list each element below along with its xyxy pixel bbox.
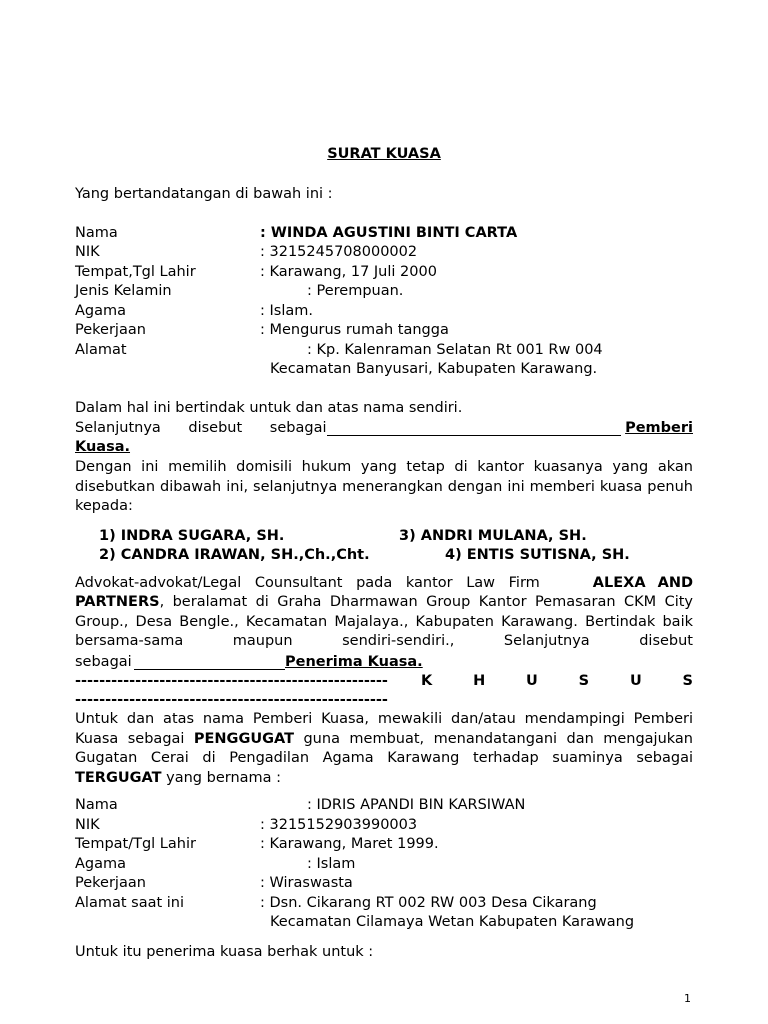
tergugat-alamat-row-2 [75,912,695,932]
field-label: Alamat saat ini [75,895,185,911]
selanjutnya-line [75,418,693,438]
advokat-2: 2) CANDRA IRAWAN, SH.,Ch.,Cht. [99,547,370,563]
field-value: : IDRIS APANDI BIN KARSIWAN [307,797,526,813]
pemberi-alamat-row-2 [75,359,695,379]
tergugat-agama-row [75,854,695,874]
advokat-1: 1) INDRA SUGARA, SH. [99,528,285,544]
field-label: Pekerjaan [75,875,146,891]
document-title: SURAT KUASA [327,146,441,162]
field-label: NIK [75,817,100,833]
selanjutnya-text: Selanjutnya disebut sebagai [75,420,327,436]
pemberi-jk-row [75,281,695,301]
pemberi-ttl-row [75,262,695,282]
untuk-text: guna membuat, menandatangani dan mengajukan Gugatan Cerai di Pengadilan Agama Karawang terhadap suaminya sebagai [75,730,693,766]
tergugat-term: TERGUGAT [75,769,162,786]
tergugat-nik-row [75,815,695,835]
bertindak-line: Dalam hal ini bertindak untuk dan atas nama sendiri. [75,400,463,416]
firm-text: Advokat-advokat/Legal Counsultant pada kantor Law Firm [75,575,540,591]
dash-separator: ---------------------------------------------------- [75,673,388,689]
firm-name: ALEXA AND [592,575,693,591]
sebagai-line [75,652,695,672]
domisili-paragraph: Dengan ini memilih domisili hukum yang tetap di kantor kuasanya yang akan disebutkan dibawah ini, selanjutnya menerangkan dengan ini memberi kuasa penuh kepada: [75,459,693,514]
tergugat-pekerjaan-row [75,873,695,893]
field-label: Alamat [75,342,127,358]
field-value: : Wiraswasta [260,875,353,891]
field-label: Tempat/Tgl Lahir [75,836,196,852]
pemberi-alamat-row [75,340,695,360]
tergugat-ttl-row [75,834,695,854]
field-label: Pekerjaan [75,322,146,338]
field-value: : Islam. [260,303,313,319]
khusus-letter: K [421,673,433,689]
tergugat-nama-row [75,795,695,815]
field-value: : Perempuan. [307,283,404,299]
untuk-text: yang bernama : [161,769,282,786]
field-value: : Karawang, Maret 1999. [260,836,439,852]
pemberi-kuasa-label-2: Kuasa. [75,439,131,455]
field-value: : Mengurus rumah tangga [260,322,449,338]
intro-line: Yang bertandatangan di bawah ini : [75,186,333,202]
pemberi-kuasa-label: Pemberi [625,420,693,436]
pemberi-nik-row [75,242,695,262]
advokat-4: 4) ENTIS SUTISNA, SH. [445,547,630,563]
khusus-letter: U [526,673,538,689]
field-value: : 3215152903990003 [260,817,418,833]
khusus-letter: S [682,673,693,689]
field-label: Agama [75,303,127,319]
page-number: 1 [684,992,691,1005]
signature-blank [134,655,285,670]
penggugat-term: PENGGUGAT [193,730,295,747]
untuk-itu-line: Untuk itu penerima kuasa berhak untuk : [75,944,374,960]
field-label: Jenis Kelamin [75,283,172,299]
pemberi-pekerjaan-row [75,320,695,340]
sebagai-text: sebagai [75,654,132,670]
khusus-letter: H [473,673,486,689]
field-value: : Dsn. Cikarang RT 002 RW 003 Desa Cikarang [260,895,597,911]
pemberi-nama-row [75,223,695,243]
signature-blank [327,421,621,436]
dash-separator-2: ---------------------------------------------------- [75,692,388,708]
pemberi-agama-row [75,301,695,321]
field-value: : WINDA AGUSTINI BINTI CARTA [260,225,518,241]
advokat-3: 3) ANDRI MULANA, SH. [399,528,587,544]
tergugat-alamat-row [75,893,695,913]
field-label: Agama [75,856,127,872]
field-label: Tempat,Tgl Lahir [75,264,196,280]
untuk-paragraph [75,710,693,788]
field-label: NIK [75,244,100,260]
field-label: Nama [75,225,118,241]
untuk-text: Untuk dan atas nama Pemberi Kuasa, mewakili dan/atau mendampingi Pemberi Kuasa sebagai [75,711,693,747]
field-value: : Kp. Kalenraman Selatan Rt 001 Rw 004 [307,342,603,358]
field-value: Kecamatan Banyusari, Kabupaten Karawang. [270,361,598,377]
field-value: : 3215245708000002 [260,244,418,260]
khusus-letter: U [629,673,642,689]
firm-text-2: , beralamat di Graha Dharmawan Group Kantor Pemasaran CKM City Group., Desa Bengle., Kecamatan Majalaya., Kabupaten Karawang. Bertindak baik bersama-sama maupun sendiri-sendiri., Selanjutnya disebut [75,594,693,649]
field-value: : Karawang, 17 Juli 2000 [260,264,437,280]
firm-line-1 [75,573,693,593]
field-label: Nama [75,797,118,813]
firm-name-2: PARTNERS [75,594,160,610]
field-value: Kecamatan Cilamaya Wetan Kabupaten Karawang [270,914,635,930]
khusus-letter: S [578,673,590,689]
firm-paragraph [75,593,693,652]
penerima-kuasa-label: Penerima Kuasa. [285,654,423,670]
field-value: : Islam [307,856,356,872]
